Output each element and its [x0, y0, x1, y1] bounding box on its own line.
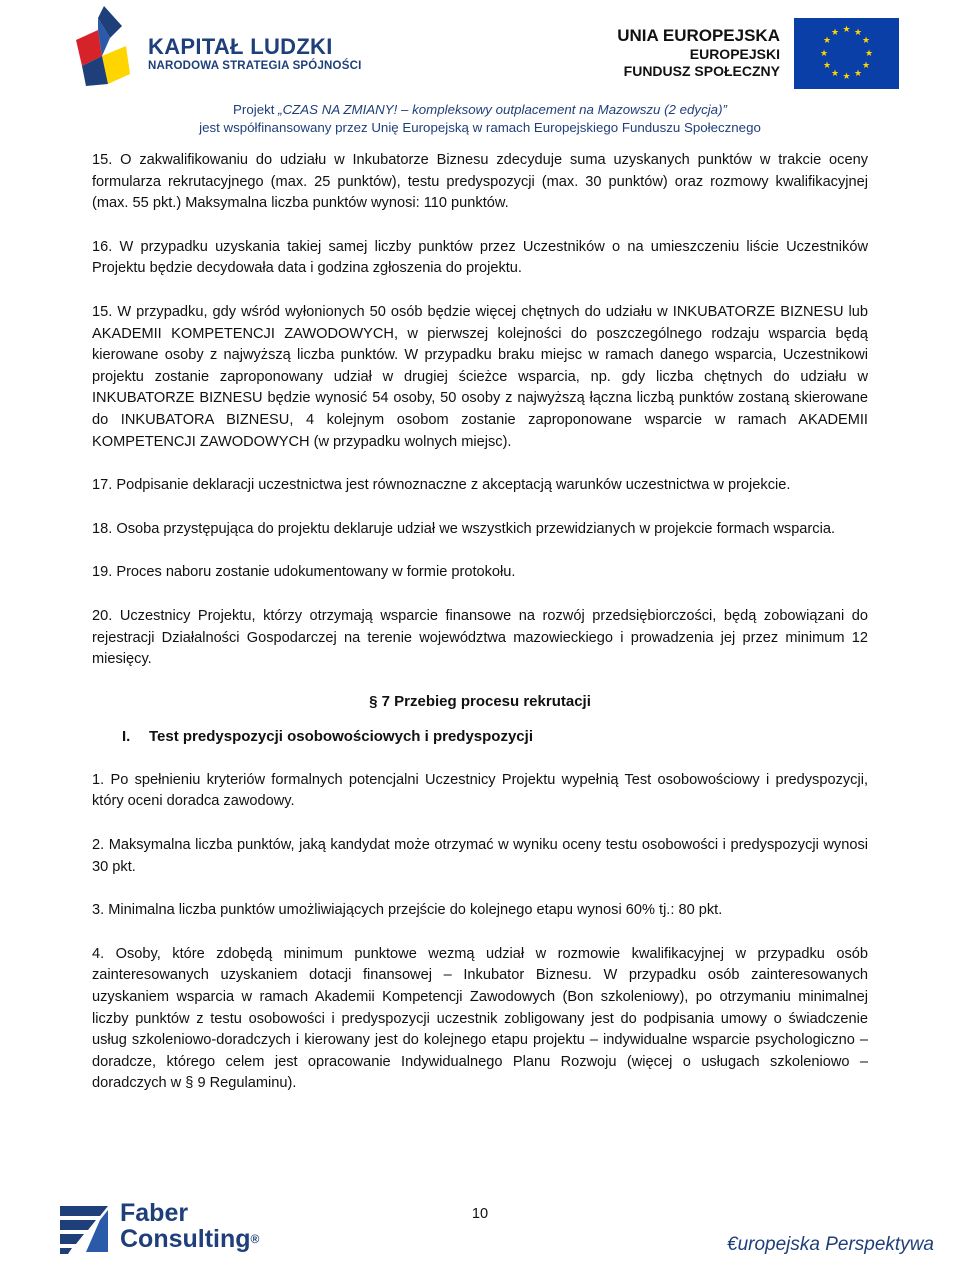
subsection-heading [122, 726, 868, 748]
paragraph-16: 16. W przypadku uzyskania takiej samej liczby punktów przez Uczestników o na umieszczeniu liście Uczestników Projektu będzie decydowała data i godzina zgłoszenia do projektu. [92, 238, 868, 277]
eu-label-line1: UNIA EUROPEJSKA [617, 26, 780, 45]
svg-text:★: ★ [830, 69, 840, 79]
eu-fund-label [617, 26, 780, 80]
project-prefix: Projekt [233, 102, 279, 117]
project-title: „CZAS NA ZMIANY! – kompleksowy outplacement na Mazowszu (2 edycja)” [278, 102, 727, 117]
subsection-number: I. [122, 728, 131, 746]
item-4: 4. Osoby, które zdobędą minimum punktowe wezmą udział w rozmowie kwalifikacyjnej w przypadku osób zainteresowanych uzyskaniem dotacji finansowej – Inkubator Biznesu. W przypadku osób zainteresowanych uzyskaniem wsparcia w ramach Akademii Kompetencji Zawodowych (Bon szkoleniowy), po otrzymaniu minimalnej liczby punktów z testu osobowości i predyspozycji uczestnik zobligowany jest do podpisania umowy o świadczenie usług szkoleniowo-doradczych i kierowany jest do kolejnego etapu projektu – indywidualne wsparcie psychologiczno – doradcze, którego celem jest opracowanie Indywidualnego Planu Rozwoju (więcej o usługach szkoleniowo – doradczych w § 9 Regulaminu). [92, 945, 868, 1092]
kapital-ludzki-subtitle: NARODOWA STRATEGIA SPÓJNOŚCI [148, 60, 362, 72]
svg-text:★: ★ [864, 49, 874, 59]
item-3: 3. Minimalna liczba punktów umożliwiających przejście do kolejnego etapu wynosi 60% tj.: 80 pkt. [92, 902, 723, 919]
cofinance-line: jest współfinansowany przez Unię Europejską w ramach Europejskiego Funduszu Społecznego [199, 120, 761, 135]
page-footer [0, 1190, 960, 1267]
svg-text:★: ★ [819, 49, 829, 59]
kapital-ludzki-logo-icon [72, 4, 134, 88]
page-number: 10 [471, 1206, 489, 1222]
section-heading: § 7 Przebieg procesu rekrutacji [369, 692, 591, 710]
item-2: 2. Maksymalna liczba punktów, jaką kandydat może otrzymać w wyniku oceny testu osobowości i predyspozycji wynosi 30 pkt. [92, 837, 868, 875]
paragraph-20: 20. Uczestnicy Projektu, którzy otrzymają wsparcie finansowe na rozwój przedsiębiorczości, będą zobowiązani do rejestracji Działalności Gospodarczej na terenie województwa mazowieckiego i prowadzenia jej przez minimum 12 miesięcy. [92, 607, 868, 668]
eu-label-line3: FUNDUSZ SPOŁECZNY [623, 63, 780, 79]
registered-mark: ® [250, 1232, 260, 1246]
document-body [92, 150, 868, 1095]
faber-consulting-line1: Faber [120, 1199, 189, 1227]
eu-label-line2: EUROPEJSKI [689, 46, 780, 62]
faber-consulting-line2 [120, 1226, 259, 1252]
page-header [0, 0, 960, 140]
svg-text:★: ★ [842, 25, 851, 35]
paragraph-18: 18. Osoba przystępująca do projektu deklaruje udział we wszystkich przewidzianych w projekcie formach wsparcia. [92, 520, 835, 537]
paragraph-19: 19. Proces naboru zostanie udokumentowany w formie protokołu. [92, 564, 516, 581]
faber-consulting-word: Consulting [120, 1225, 251, 1253]
svg-text:★: ★ [830, 28, 840, 38]
svg-text:★: ★ [861, 61, 871, 71]
svg-text:★: ★ [853, 28, 863, 38]
kapital-ludzki-title: KAPITAŁ LUDZKI [148, 34, 333, 59]
svg-text:★: ★ [861, 36, 871, 46]
item-1: 1. Po spełnieniu kryteriów formalnych potencjalni Uczestnicy Projektu wypełnią Test osobowościowy i predyspozycji, który oceni doradca zawodowy. [92, 771, 868, 810]
eu-flag-icon [794, 18, 899, 89]
svg-text:★: ★ [822, 61, 832, 71]
project-title-line [0, 102, 960, 117]
paragraph-15b: 15. W przypadku, gdy wśród wyłonionych 50 osób będzie więcej chętnych do udziału w INKUBATORZE BIZNESU lub AKADEMII KOMPETENCJI ZAWODOWYCH, w pierwszej kolejności do poszczególnego rodzaju wsparcia będą kierowane osoby z najwyższą liczba punktów. W przypadku braku miejsc w ramach danego wsparcia, Uczestnikowi projektu zostanie zaproponowany udział w drugiej ścieżce wsparcia, np. gdy liczba chętnych do udziału w INKUBATORZE BIZNESU będzie wynosić 54 osoby, 50 osoby z najwyższą łączna liczbą punktów zostaną skierowane do INKUBATORA BIZNESU, 4 kolejnym osobom zostanie zaproponowane wsparcie w ramach AKADEMII KOMPETENCJI ZAWODOWYCH (w przypadku wolnych miejsc). [92, 303, 868, 450]
paragraph-15a: 15. O zakwalifikowaniu do udziału w Inkubatorze Biznesu zdecyduje suma uzyskanych punktów w trakcie oceny formularza rekrutacyjnego (max. 25 punktów), testu predyspozycji (max. 30 punktów) oraz rozmowy kwalifikacyjnej (max. 55 pkt.) Maksymalna liczba punktów wynosi: 110 punktów. [92, 152, 868, 212]
svg-text:★: ★ [842, 72, 851, 82]
subsection-title: Test predyspozycji osobowościowych i predyspozycji [149, 728, 533, 746]
europejska-perspektywa-label: €uropejska Perspektywa [727, 1234, 934, 1255]
svg-text:★: ★ [822, 36, 832, 46]
paragraph-17: 17. Podpisanie deklaracji uczestnictwa jest równoznaczne z akceptacją warunków uczestnictwa w projekcie. [92, 477, 791, 494]
svg-text:★: ★ [853, 69, 863, 79]
